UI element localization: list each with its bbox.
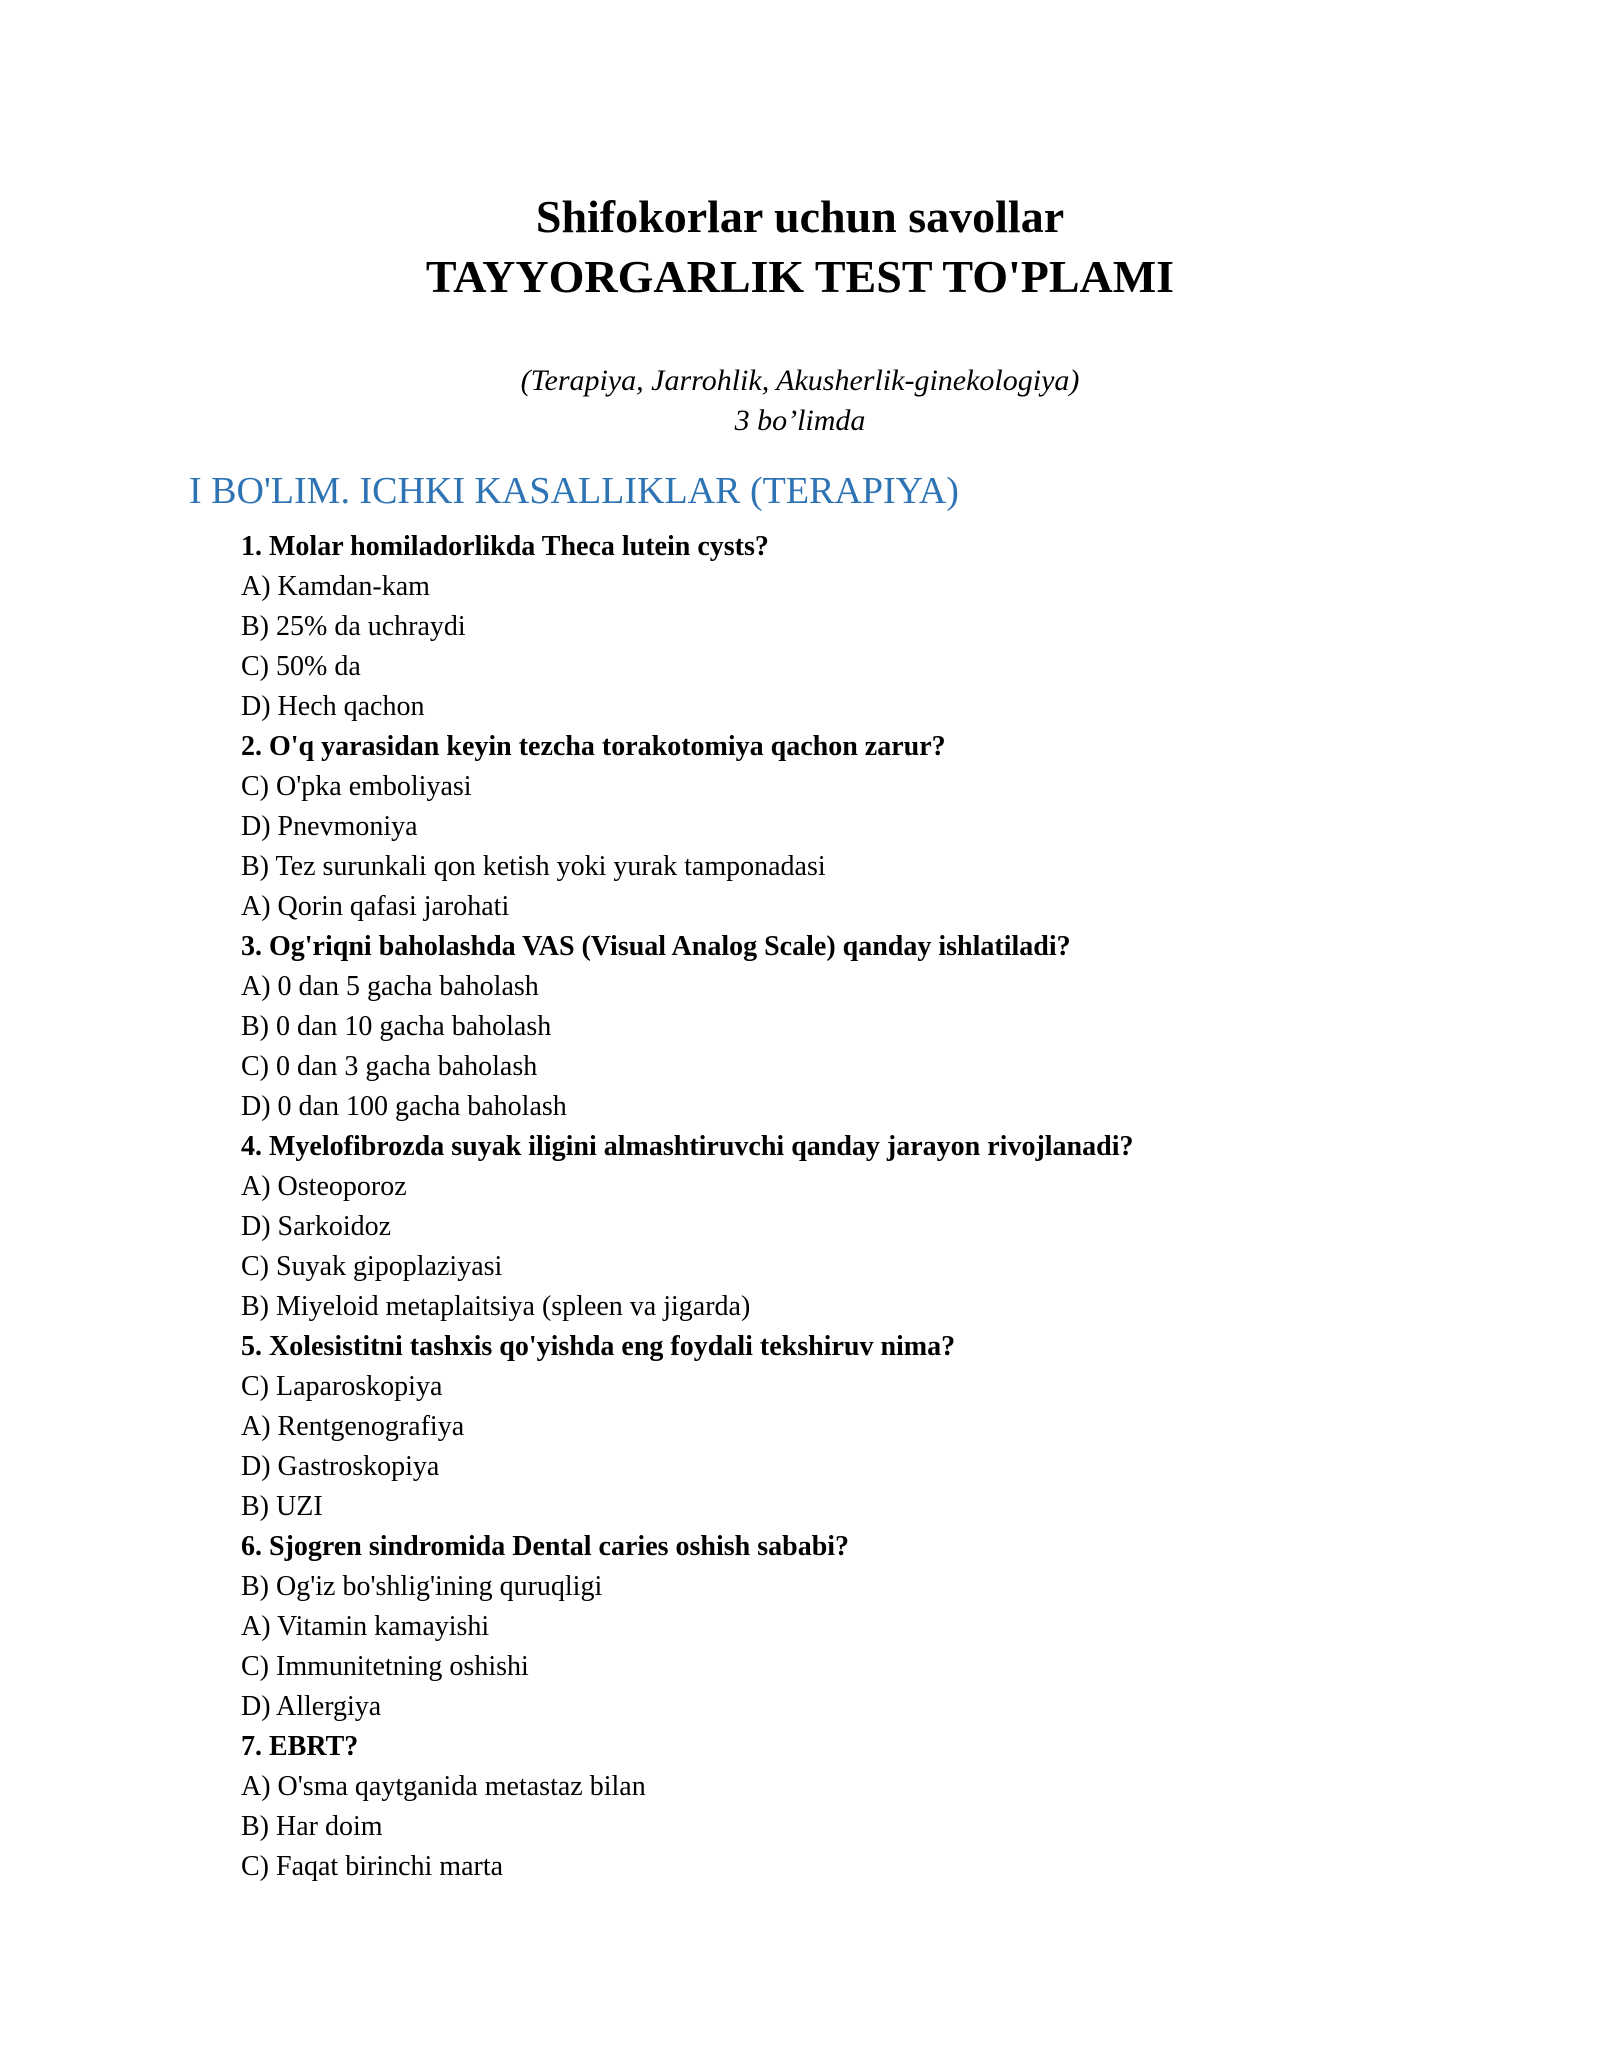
answer-option: C) Immunitetning oshishi: [241, 1651, 529, 1682]
question-2: [241, 727, 1441, 927]
answer-option: D) Allergiya: [241, 1691, 382, 1722]
subtitle-line-2: 3 bo’limda: [734, 404, 866, 437]
answer-option: B) 25% da uchraydi: [241, 611, 466, 642]
answer-option: A) Kamdan-kam: [241, 571, 430, 602]
question-title: 6. Sjogren sindromida Dental caries oshish sababi?: [241, 1531, 850, 1562]
answer-option: C) Laparoskopiya: [241, 1371, 443, 1402]
question-7: [241, 1727, 1441, 1887]
answer-option: D) Hech qachon: [241, 691, 425, 722]
question-3: [241, 927, 1441, 1127]
answer-option: D) Sarkoidoz: [241, 1211, 392, 1242]
document-subtitle: [0, 361, 1600, 441]
answer-option: A) Rentgenografiya: [241, 1411, 465, 1442]
answer-option: D) 0 dan 100 gacha baholash: [241, 1091, 567, 1122]
question-title: 7. EBRT?: [241, 1731, 359, 1762]
answer-option: C) Faqat birinchi marta: [241, 1851, 504, 1882]
question-1: [241, 527, 1441, 727]
answer-option: C) 50% da: [241, 651, 361, 682]
answer-option: A) Qorin qafasi jarohati: [241, 891, 510, 922]
question-title: 3. Og'riqni baholashda VAS (Visual Analog Scale) qanday ishlatiladi?: [241, 931, 1071, 962]
answer-option: A) Vitamin kamayishi: [241, 1611, 490, 1642]
answer-option: C) 0 dan 3 gacha baholash: [241, 1051, 538, 1082]
answer-option: B) Har doim: [241, 1811, 383, 1842]
question-title: 5. Xolesistitni tashxis qo'yishda eng foydali tekshiruv nima?: [241, 1331, 956, 1362]
answer-option: C) O'pka emboliyasi: [241, 771, 472, 802]
question-list: [241, 527, 1441, 1887]
answer-option: C) Suyak gipoplaziyasi: [241, 1251, 503, 1282]
answer-option: B) Miyeloid metaplaitsiya (spleen va jigarda): [241, 1291, 751, 1322]
question-6: [241, 1527, 1441, 1727]
question-4: [241, 1127, 1441, 1327]
answer-option: B) UZI: [241, 1491, 323, 1522]
question-title: 4. Myelofibrozda suyak iligini almashtiruvchi qanday jarayon rivojlanadi?: [241, 1131, 1134, 1162]
question-title: 1. Molar homiladorlikda Theca lutein cysts?: [241, 531, 769, 562]
answer-option: B) 0 dan 10 gacha baholash: [241, 1011, 552, 1042]
title-line-2: TAYYORGARLIK TEST TO'PLAMI: [425, 251, 1175, 302]
answer-option: D) Pnevmoniya: [241, 811, 418, 842]
document-title: [0, 187, 1600, 307]
subtitle-line-1: (Terapiya, Jarrohlik, Akusherlik-ginekologiya): [520, 364, 1080, 397]
answer-option: D) Gastroskopiya: [241, 1451, 440, 1482]
question-5: [241, 1327, 1441, 1527]
question-title: 2. O'q yarasidan keyin tezcha torakotomiya qachon zarur?: [241, 731, 946, 762]
answer-option: B) Og'iz bo'shlig'ining quruqligi: [241, 1571, 603, 1602]
answer-option: A) Osteoporoz: [241, 1171, 407, 1202]
answer-option: A) O'sma qaytganida metastaz bilan: [241, 1771, 646, 1802]
title-line-1: Shifokorlar uchun savollar: [535, 191, 1065, 242]
section-heading: I BO'LIM. ICHKI KASALLIKLAR (TERAPIYA): [189, 470, 959, 512]
answer-option: A) 0 dan 5 gacha baholash: [241, 971, 539, 1002]
answer-option: B) Tez surunkali qon ketish yoki yurak tamponadasi: [241, 851, 826, 882]
